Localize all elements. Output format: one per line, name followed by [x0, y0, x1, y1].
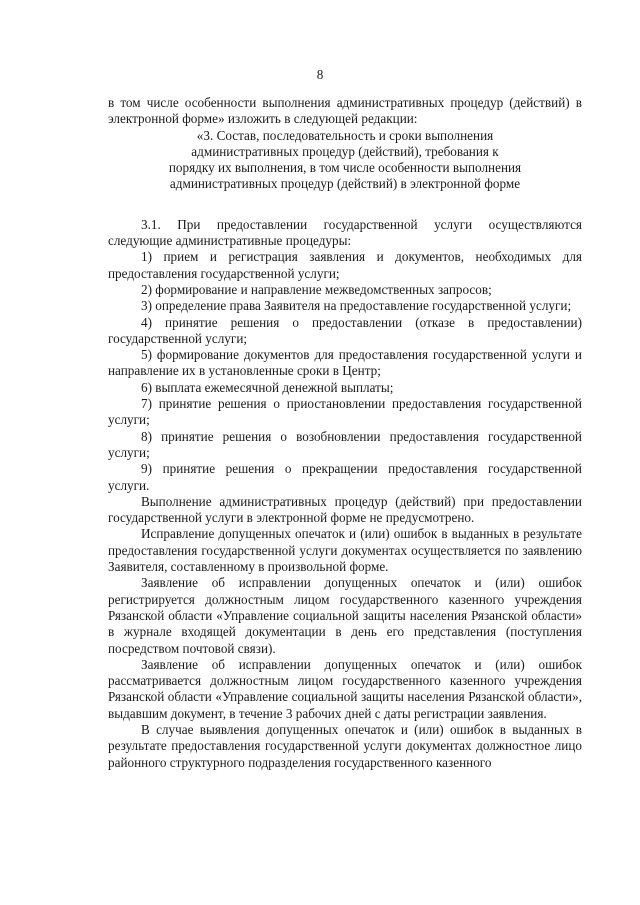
list-item: 5) формирование документов для предоставления государственной услуги и направление их в установленные сроки в Центр; — [108, 347, 582, 379]
list-item: 4) принятие решения о предоставлении (отказе в предоставлении) государственной услуги; — [108, 314, 582, 346]
document-body — [108, 95, 582, 771]
heading-line: «3. Состав, последовательность и сроки выполнения — [196, 127, 494, 143]
intro-paragraph: в том числе особенности выполнения административных процедур (действий) в электронной форме» изложить в следующей редакции: — [108, 95, 582, 127]
electronic-form-paragraph: Выполнение административных процедур (действий) при предоставлении государственной услуги в электронной форме не предусмотрено. — [108, 493, 582, 526]
list-item: 3) определение права Заявителя на предоставление государственной услуги; — [141, 298, 572, 314]
review-paragraph: Заявление об исправлении допущенных опечаток и (или) ошибок рассматривается должностным лицом государственного казенного учреждения Рязанской области «Управление социальной защиты населения Рязанской области», выдавшим документ, в течение 3 рабочих дней с даты регистрации заявления. — [108, 656, 582, 721]
heading-line: порядку их выполнения, в том числе особенности выполнения — [168, 160, 522, 176]
heading-line: административных процедур (действий), требования к — [191, 143, 499, 159]
section-heading — [108, 128, 582, 193]
page-number: 8 — [316, 67, 324, 82]
heading-line: административных процедур (действий) в электронной форме — [169, 176, 521, 192]
list-item: 2) формирование и направление межведомственных запросов; — [141, 281, 492, 297]
list-item: 6) выплата ежемесячной денежной выплаты; — [141, 379, 394, 395]
list-item: 1) прием и регистрация заявления и документов, необходимых для предоставления государственной услуги; — [108, 249, 582, 281]
registration-paragraph: Заявление об исправлении допущенных опечаток и (или) ошибок регистрируется должностным лицом государственного казенного учреждения Рязанской области «Управление социальной защиты населения Рязанской области» в журнале входящей документации в день его представления (поступления посредством почтовой связи). — [108, 575, 582, 656]
list-item: 9) принятие решения о прекращении предоставления государственной услуги. — [108, 461, 582, 493]
list-item: 8) принятие решения о возобновлении предоставления государственной услуги; — [108, 428, 582, 460]
list-item: 7) принятие решения о приостановлении предоставления государственной услуги; — [108, 396, 582, 428]
errors-found-paragraph: В случае выявления допущенных опечаток и (или) ошибок в выданных в результате предоставления государственной услуги документах должностное лицо районного структурного подразделения государственного казенного — [108, 721, 582, 770]
paragraph-3-1: 3.1. При предоставлении государственной услуги осуществляются следующие административные процедуры: — [108, 216, 582, 249]
corrections-paragraph: Исправление допущенных опечаток и (или) ошибок в выданных в результате предоставления государственной услуги документах осуществляется по заявлению Заявителя, составленному в произвольной форме. — [108, 526, 582, 575]
